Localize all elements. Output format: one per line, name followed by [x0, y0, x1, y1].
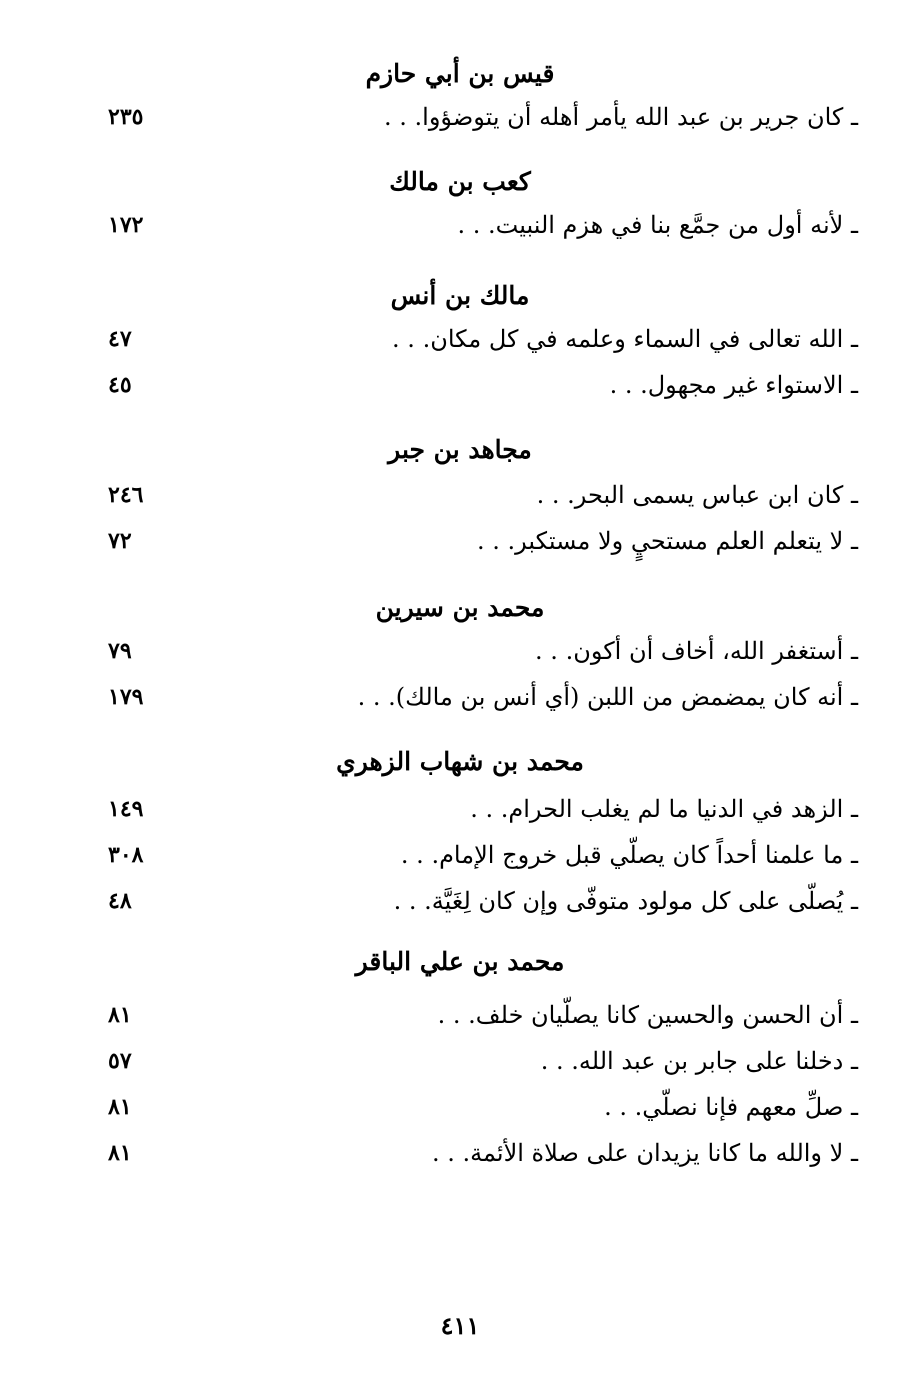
index-section	[0, 590, 920, 720]
entry-page-number: ٧٢	[108, 528, 132, 554]
index-entry	[0, 628, 920, 674]
index-section	[0, 56, 920, 140]
section-heading: محمد بن شهاب الزهري	[336, 747, 584, 776]
section-heading: قيس بن أبي حازم	[365, 59, 555, 88]
index-entry	[0, 832, 920, 878]
index-entry	[0, 674, 920, 720]
index-section	[0, 944, 920, 1176]
entry-page-number: ٨١	[108, 1094, 132, 1120]
index-section	[0, 278, 920, 408]
entry-page-number: ٥٧	[108, 1048, 132, 1074]
entry-page-number: ٤٥	[108, 372, 132, 398]
entry-page-number: ٧٩	[108, 638, 132, 664]
entry-text: ـ لا يتعلم العلم مستحيٍ ولا مستكبر. . .	[476, 527, 858, 555]
index-entry	[0, 1038, 920, 1084]
entry-text: ـ الاستواء غير مجهول. . .	[609, 371, 858, 399]
index-entry	[0, 362, 920, 408]
section-heading: مالك بن أنس	[390, 281, 530, 310]
entry-text: ـ لأنه أول من جمَّع بنا في هزم النبيت. . .	[457, 211, 858, 239]
entry-text: ـ أنه كان يمضمض من اللبن (أي أنس بن مالك). . .	[357, 683, 858, 711]
entry-text: ـ يُصلّى على كل مولود متوفّى وإن كان لِغَيَّة. . .	[393, 887, 858, 915]
entry-text: ـ لا والله ما كانا يزيدان على صلاة الأئمة. . .	[432, 1139, 858, 1167]
entry-page-number: ٢٤٦	[108, 482, 144, 508]
entry-text: ـ الزهد في الدنيا ما لم يغلب الحرام. . .	[470, 795, 858, 823]
entry-page-number: ١٤٩	[108, 796, 144, 822]
section-heading: محمد بن سيرين	[375, 593, 545, 622]
section-heading: كعب بن مالك	[389, 167, 531, 196]
section-heading: مجاهد بن جبر	[388, 435, 532, 464]
index-entry	[0, 1084, 920, 1130]
entry-text: ـ كان ابن عباس يسمى البحر. . .	[536, 481, 858, 509]
index-entry	[0, 1130, 920, 1176]
entry-text: ـ كان جرير بن عبد الله يأمر أهله أن يتوضؤوا. . .	[384, 103, 858, 131]
entry-text: ـ دخلنا على جابر بن عبد الله. . .	[540, 1047, 858, 1075]
entry-text: ـ أن الحسن والحسين كانا يصلّيان خلف. . .	[437, 1001, 858, 1029]
section-heading: محمد بن علي الباقر	[355, 947, 565, 976]
entry-text: ـ ما علمنا أحداً كان يصلّي قبل خروج الإمام. . .	[400, 841, 858, 869]
page-number: ٤١١	[440, 1311, 480, 1340]
entry-page-number: ٨١	[108, 1002, 132, 1028]
entry-page-number: ١٧٩	[108, 684, 144, 710]
index-entry	[0, 518, 920, 564]
entry-page-number: ٤٨	[108, 888, 132, 914]
entry-page-number: ١٧٢	[108, 212, 144, 238]
entry-text: ـ صلِّ معهم فإنا نصلّي. . .	[604, 1093, 858, 1121]
index-section	[0, 432, 920, 564]
index-entry	[0, 316, 920, 362]
entry-text: ـ أستغفر الله، أخاف أن أكون. . .	[535, 637, 858, 665]
index-entry	[0, 992, 920, 1038]
entry-page-number: ٤٧	[108, 326, 132, 352]
entry-page-number: ٣٠٨	[108, 842, 144, 868]
entry-page-number: ٨١	[108, 1140, 132, 1166]
index-entry	[0, 786, 920, 832]
index-entry	[0, 202, 920, 248]
entry-text: ـ الله تعالى في السماء وعلمه في كل مكان. . .	[392, 325, 858, 353]
index-section	[0, 164, 920, 248]
index-entry	[0, 472, 920, 518]
index-section	[0, 744, 920, 924]
entry-page-number: ٢٣٥	[108, 104, 144, 130]
index-entry	[0, 878, 920, 924]
index-entry	[0, 94, 920, 140]
